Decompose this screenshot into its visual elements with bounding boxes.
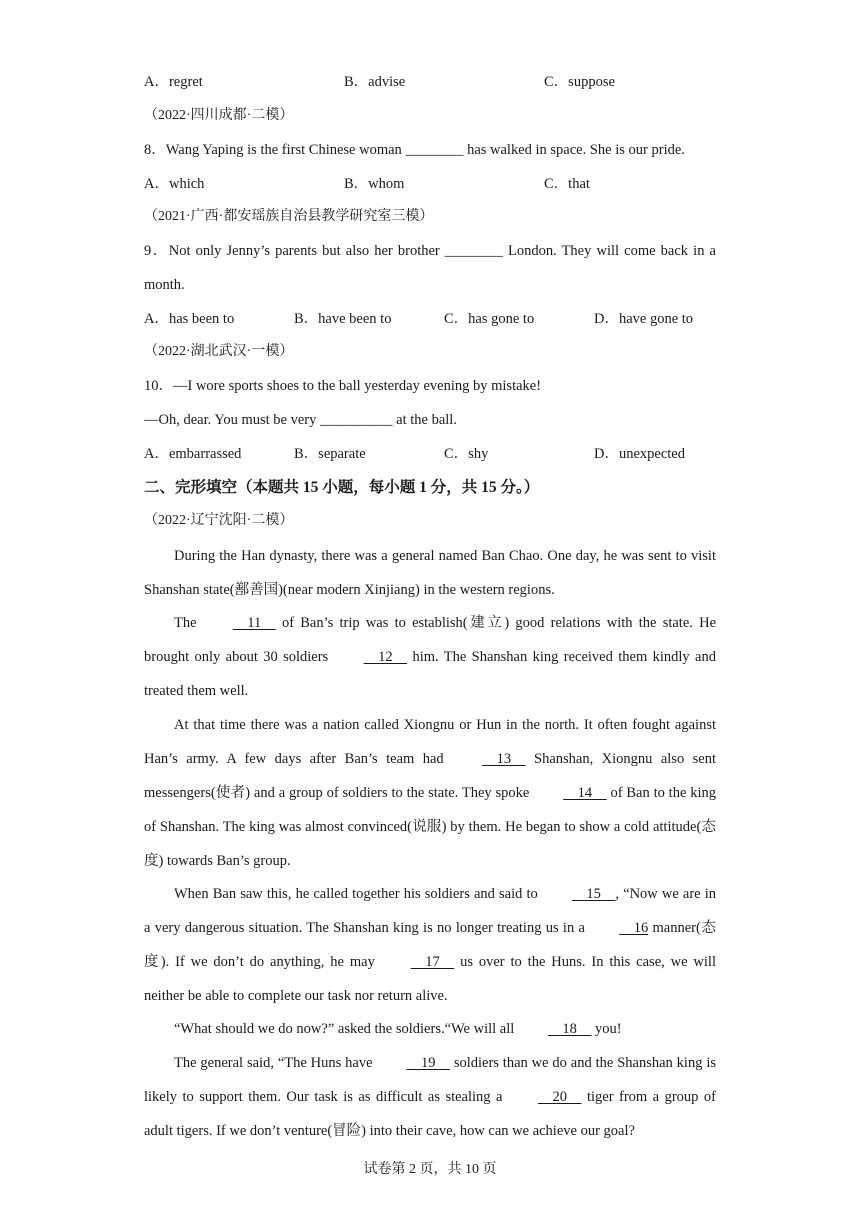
blank-15: 15 <box>571 886 616 902</box>
q9-option-c: C．has gone to <box>444 311 535 327</box>
blank-17: 17 <box>410 954 455 970</box>
q8-stem-post: has walked in space. She is our pride. <box>463 142 685 158</box>
q9-source: （2021·广西·都安瑶族自治县教学研究室三模） <box>144 209 434 224</box>
blank-11: 11 <box>232 615 276 631</box>
p4-text-d: us over to the Huns. In this case, we will neither be able to complete our task nor return alive. <box>144 954 716 1004</box>
cloze-paragraph-6 <box>144 1046 716 1148</box>
q7-option-c: C．suppose <box>544 74 615 90</box>
q10-source: （2022·湖北武汉·一模） <box>144 344 294 359</box>
cloze-paragraph-1: During the Han dynasty, there was a general named Ban Chao. One day, he was sent to visit Shanshan state(鄯善国)(near modern Xinjiang) in the western regions. <box>144 548 716 598</box>
cloze-paragraph-4 <box>144 877 716 1013</box>
p2-text-c: of Ban’s trip was to establish(建立) good relations with the state. He brought only about 30 soldiers <box>144 615 717 665</box>
q9-stem <box>144 234 716 302</box>
q10-stem-post: at the ball. <box>392 412 457 428</box>
q8-blank: ________ <box>405 142 464 158</box>
q10-line2 <box>144 410 457 430</box>
q9-stem-pre: 9．Not only Jenny’s parents but also her brother <box>144 243 445 259</box>
p2-text-d: him. The Shanshan king received them kindly and treated them well. <box>144 649 716 699</box>
q9-option-a: A．has been to <box>144 311 235 327</box>
cloze-source: （2022·辽宁沈阳·二模） <box>144 513 294 528</box>
q10-option-d: D．unexpected <box>594 446 685 462</box>
q7-option-a: A．regret <box>144 74 203 90</box>
q9-stem-post: London. They will come back in a month. <box>144 243 716 293</box>
blank-19: 19 <box>406 1055 450 1071</box>
q8-stem-pre: 8．Wang Yaping is the first Chinese woman <box>144 142 406 158</box>
p5-text-a: “What should we do now?” asked the soldiers.“We will all <box>174 1021 518 1037</box>
p4-text-b: , “Now we are in a very dangerous situation. The Shanshan king is no longer treating us in a <box>144 886 717 936</box>
cloze-paragraph-3 <box>144 708 716 878</box>
q10-option-a: A．embarrassed <box>144 446 242 462</box>
cloze-paragraph-2 <box>144 606 716 708</box>
p3-text-c: of Ban to the king of Shanshan. The king was almost convinced(说服) by them. He began to show a cold attitude(态度) towards Ban’s group. <box>144 785 717 869</box>
q9-blank: ________ <box>444 243 503 259</box>
q8-option-c: C．that <box>544 176 590 192</box>
p4-text-a: When Ban saw this, he called together his soldiers and said to <box>174 886 542 902</box>
cloze-paragraph-5 <box>144 1012 716 1046</box>
q8-source: （2022·四川成都·二模） <box>144 108 294 123</box>
q10-option-c: C．shy <box>444 446 489 462</box>
p2-text-a: The <box>174 615 203 631</box>
page-footer: 试卷第 2 页，共 10 页 <box>363 1162 497 1177</box>
p6-text-c: tiger from a group of adult tigers. If we don’t venture(冒险) into their cave, how can we achieve our goal? <box>144 1089 716 1139</box>
q8-option-a: A．which <box>144 176 205 192</box>
q10-option-b: B．separate <box>294 446 366 462</box>
section-heading-cloze: 二、完形填空（本题共 15 小题，每小题 1 分，共 15 分。） <box>144 479 540 496</box>
q9-option-d: D．have gone to <box>594 311 694 327</box>
p6-text-a: The general said, “The Huns have <box>174 1055 377 1071</box>
p4-text-c: manner(态度). If we don’t do anything, he may <box>144 920 717 970</box>
q7-option-b: B．advise <box>344 74 406 90</box>
blank-13: 13 <box>482 751 526 767</box>
blank-14: 14 <box>563 785 607 801</box>
q10-blank: __________ <box>320 412 393 428</box>
blank-18: 18 <box>547 1021 592 1037</box>
p3-text-b: Shanshan, Xiongnu also sent messengers(使者) and a group of soldiers to the state. They spoke <box>144 751 716 801</box>
q10-stem-pre: —Oh, dear. You must be very <box>144 412 321 428</box>
q10-line1: 10．—I wore sports shoes to the ball yesterday evening by mistake! <box>144 378 542 394</box>
blank-20: 20 <box>537 1089 582 1105</box>
p6-text-b: soldiers than we do and the Shanshan king is likely to support them. Our task is as difficult as stealing a <box>144 1055 716 1105</box>
q8-stem <box>144 140 685 160</box>
p5-text-b: you! <box>591 1021 622 1037</box>
q9-option-b: B．have been to <box>294 311 392 327</box>
blank-16: 16 <box>619 920 649 936</box>
q8-option-b: B．whom <box>344 176 405 192</box>
p3-text-a: At that time there was a nation called Xiongnu or Hun in the north. It often fought against Han’s army. A few days after Ban’s team had <box>144 717 716 767</box>
blank-12: 12 <box>363 649 408 665</box>
